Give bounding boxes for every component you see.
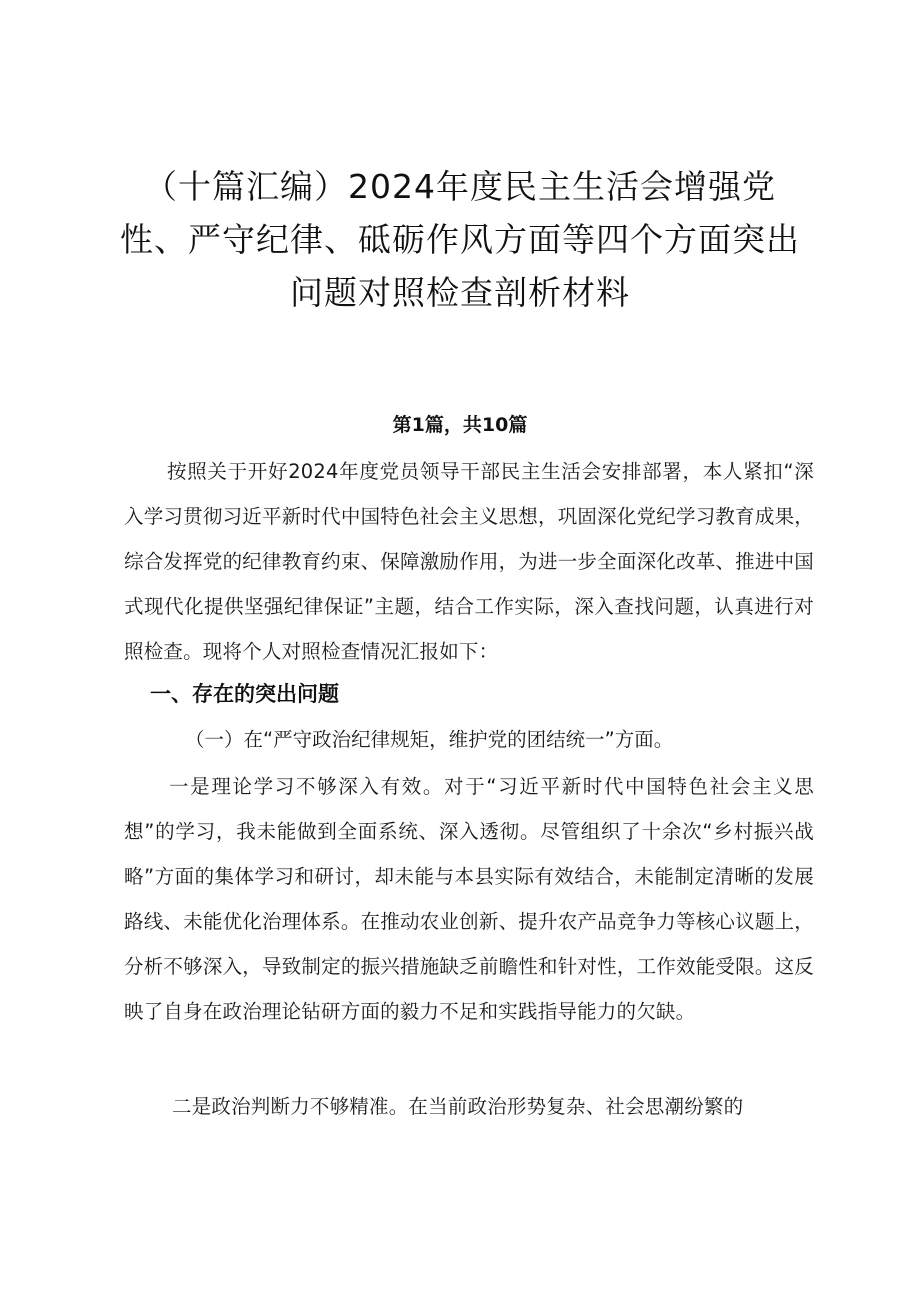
intro-paragraph: 按照关于开好2024年度党员领导干部民主生活会安排部署，本人紧扣“深入学习贯彻习近平新时代中国特色社会主义思想，巩固深化党纪学习教育成果，综合发挥党的纪律教育约束、保障激励作用，为进一步全面深化改革、推进中国式现代化提供坚强纪律保证”主题，结合工作实际，深入查找问题，认真进行对照检查。现将个人对照检查情况汇报如下： [124,460,814,663]
title-line-3: 问题对照检查剖析材料 [290,273,630,312]
title-line-1: （十篇汇编）2024年度民主生活会增强党 [144,167,776,206]
document-title [100,160,820,319]
title-line-2: 性、严守纪律、砥砺作风方面等四个方面突出 [120,220,800,259]
section-heading: 一、存在的突出问题 [150,682,339,706]
subsection-heading: （一）在“严守政治纪律规矩，维护党的团结统一”方面。 [185,728,674,751]
part-indicator: 第1篇，共10篇 [392,414,528,436]
paragraph-point-2: 二是政治判断力不够精准。在当前政治形势复杂、社会思潮纷繁的 [172,1095,744,1118]
paragraph-point-1: 一是理论学习不够深入有效。对于“习近平新时代中国特色社会主义思想”的学习，我未能做到全面系统、深入透彻。尽管组织了十余次“乡村振兴战略”方面的集体学习和研讨，却未能与本县实际有效结合，未能制定清晰的发展路线、未能优化治理体系。在推动农业创新、提升农产品竞争力等核心议题上，分析不够深入，导致制定的振兴措施缺乏前瞻性和针对性，工作效能受限。这反映了自身在政治理论钻研方面的毅力不足和实践指导能力的欠缺。 [124,775,814,1023]
